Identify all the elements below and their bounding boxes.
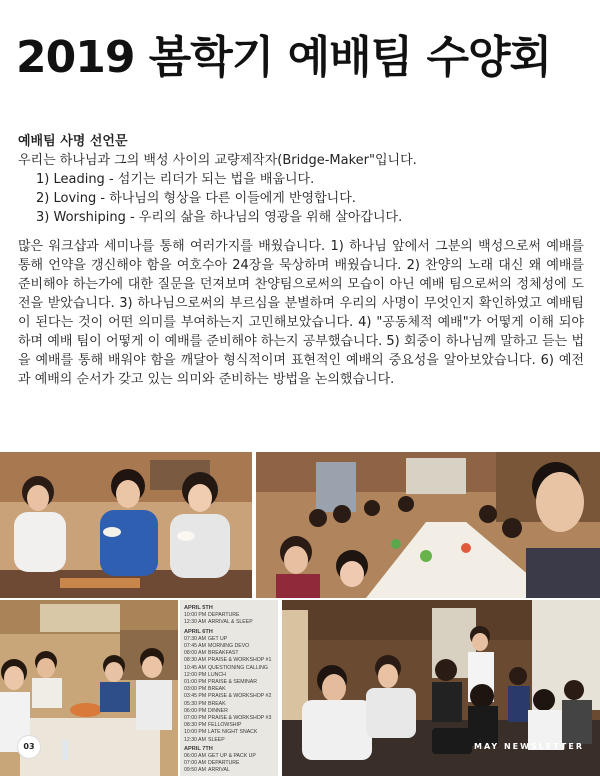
- schedule-time: 08:30 PM: [184, 722, 207, 729]
- photo-girls-eating: [0, 452, 252, 598]
- schedule-time: 10:00 PM: [184, 729, 207, 736]
- schedule-row: [184, 672, 274, 679]
- schedule-event: LATE NIGHT SNACK: [208, 729, 258, 736]
- schedule-row: [184, 767, 274, 774]
- schedule-row: [184, 665, 274, 672]
- mission-item-worshiping: 3) Worshiping - 우리의 삶을 하나님의 영광을 위해 살아갑니다.: [36, 210, 403, 225]
- schedule-row: [184, 650, 274, 657]
- schedule-day-label: APRIL 5TH: [184, 605, 213, 611]
- schedule-event: GET UP & PACK UP: [208, 753, 256, 760]
- schedule-event: QUESTIONING CALLING: [208, 664, 268, 671]
- schedule-event: DEPARTURE: [208, 612, 240, 619]
- schedule-row: [184, 737, 274, 744]
- schedule-time: 07:45 AM: [184, 643, 206, 650]
- mission-intro: 우리는 하나님과 그의 백성 사이의 교량제작자(Bridge-Maker"입니다.: [18, 153, 417, 168]
- retreat-schedule: [180, 600, 278, 776]
- schedule-time: 08:00 AM: [184, 650, 206, 657]
- schedule-row: [184, 686, 274, 693]
- schedule-time: 06:00 AM: [184, 753, 206, 760]
- mission-heading: 예배팀 사명 선언문: [18, 134, 128, 149]
- schedule-time: 03:45 PM: [184, 693, 207, 700]
- schedule-event: PRAISE & WORKSHOP #1: [208, 657, 272, 664]
- photo-group-dinner-selfie: [256, 452, 600, 598]
- mission-item-leading: 1) Leading - 섬기는 리더가 되는 법을 배웁니다.: [36, 172, 315, 187]
- schedule-row: [184, 715, 274, 722]
- schedule-row: [184, 722, 274, 729]
- schedule-row: [184, 612, 274, 619]
- schedule-day-label: APRIL 6TH: [184, 628, 213, 635]
- body-paragraph: 많은 워크샵과 세미나를 통해 여러가지를 배웠습니다. 1) 하나님 앞에서 그분의 백성으로써 예배를 통해 언약을 갱신해야 함을 여호수아 24장을 묵상하며 배웠습니다. 2) 찬양의 노래 대신 왜 예배를 준비해야 하는가에 대한 질문을 던져보며 찬양팀으로써의 모습이 아닌 예배 팀으로써의 정체성에 도전을 받았습니다. 3) 하나님으로써의 부르심을 분별하며 우리의 사명이 무엇인지 확인하였고 예배팀이 된다는 것이 어떤 의미를 부여하는지 고민해보았습니다. 4) "공동체적 예배"가 어떻게 이해 되야 하며 예배 팀이 어떻게 이 예배를 준비해야 하는지 공부했습니다. 5) 회중이 하나님께 말하고 듣는 법을 예배를 통해 배워야 함을 깨달아 형식적이며 표현적인 예배의 중요성을 알아보았습니다. 6) 예전과 예배의 순서가 갖고 있는 의미와 준비하는 방법을 논의했습니다.: [18, 239, 584, 387]
- schedule-event: PRAISE & SEMINAR: [208, 679, 258, 686]
- schedule-time: 12:30 AM: [184, 619, 206, 626]
- schedule-row: [184, 643, 274, 650]
- schedule-event: LUNCH: [208, 671, 226, 678]
- article-body: [18, 132, 584, 389]
- schedule-row: [184, 753, 274, 760]
- schedule-time: 10:45 AM: [184, 664, 206, 671]
- schedule-event: SLEEP: [208, 736, 225, 743]
- schedule-row: [184, 760, 274, 767]
- mission-item-loving: 2) Loving - 하나님의 형상을 다른 이들에게 반영합니다.: [36, 191, 356, 206]
- schedule-time: 05:30 PM: [184, 700, 207, 707]
- schedule-event: PRAISE & WORKSHOP #2: [208, 693, 272, 700]
- schedule-time: 07:30 AM: [184, 635, 206, 642]
- schedule-row: [184, 701, 274, 708]
- schedule-event: ARRIVAL: [208, 767, 230, 774]
- schedule-event: ARRIVAL & SLEEP: [208, 619, 253, 626]
- newsletter-label: MAY NEWSLETTER: [474, 742, 584, 751]
- schedule-time: 10:00 PM: [184, 612, 207, 619]
- schedule-time: 07:00 AM: [184, 760, 206, 767]
- page-number: 03: [18, 736, 40, 758]
- schedule-row: [184, 729, 274, 736]
- schedule-time: 03:00 PM: [184, 686, 207, 693]
- schedule-row: [184, 679, 274, 686]
- schedule-time: 12:00 PM: [184, 671, 207, 678]
- schedule-event: DEPARTURE: [208, 760, 240, 767]
- schedule-event: PRAISE & WORKSHOP #3: [208, 715, 272, 722]
- schedule-event: BREAK: [208, 686, 226, 693]
- schedule-event: DINNER: [208, 707, 228, 714]
- schedule-event: BREAKFAST: [208, 650, 239, 657]
- schedule-event: BREAK: [208, 700, 226, 707]
- schedule-event: MORNING DEVO: [208, 643, 250, 650]
- schedule-time: 09:50 AM: [184, 767, 206, 774]
- page-title: 2019 봄학기 예배팀 수양회: [16, 32, 551, 83]
- schedule-day-label: APRIL 7TH: [184, 745, 213, 752]
- schedule-event: GET UP: [208, 635, 228, 642]
- schedule-time: 08:30 AM: [184, 657, 206, 664]
- schedule-time: 06:00 PM: [184, 707, 207, 714]
- schedule-time: 01:00 PM: [184, 679, 207, 686]
- schedule-row: [184, 657, 274, 664]
- schedule-time: 12:30 AM: [184, 736, 206, 743]
- schedule-time: 07:00 PM: [184, 715, 207, 722]
- schedule-row: [184, 708, 274, 715]
- schedule-event: FELLOWSHIP: [208, 722, 242, 729]
- schedule-row: [184, 619, 274, 626]
- schedule-row: [184, 636, 274, 643]
- schedule-row: [184, 693, 274, 700]
